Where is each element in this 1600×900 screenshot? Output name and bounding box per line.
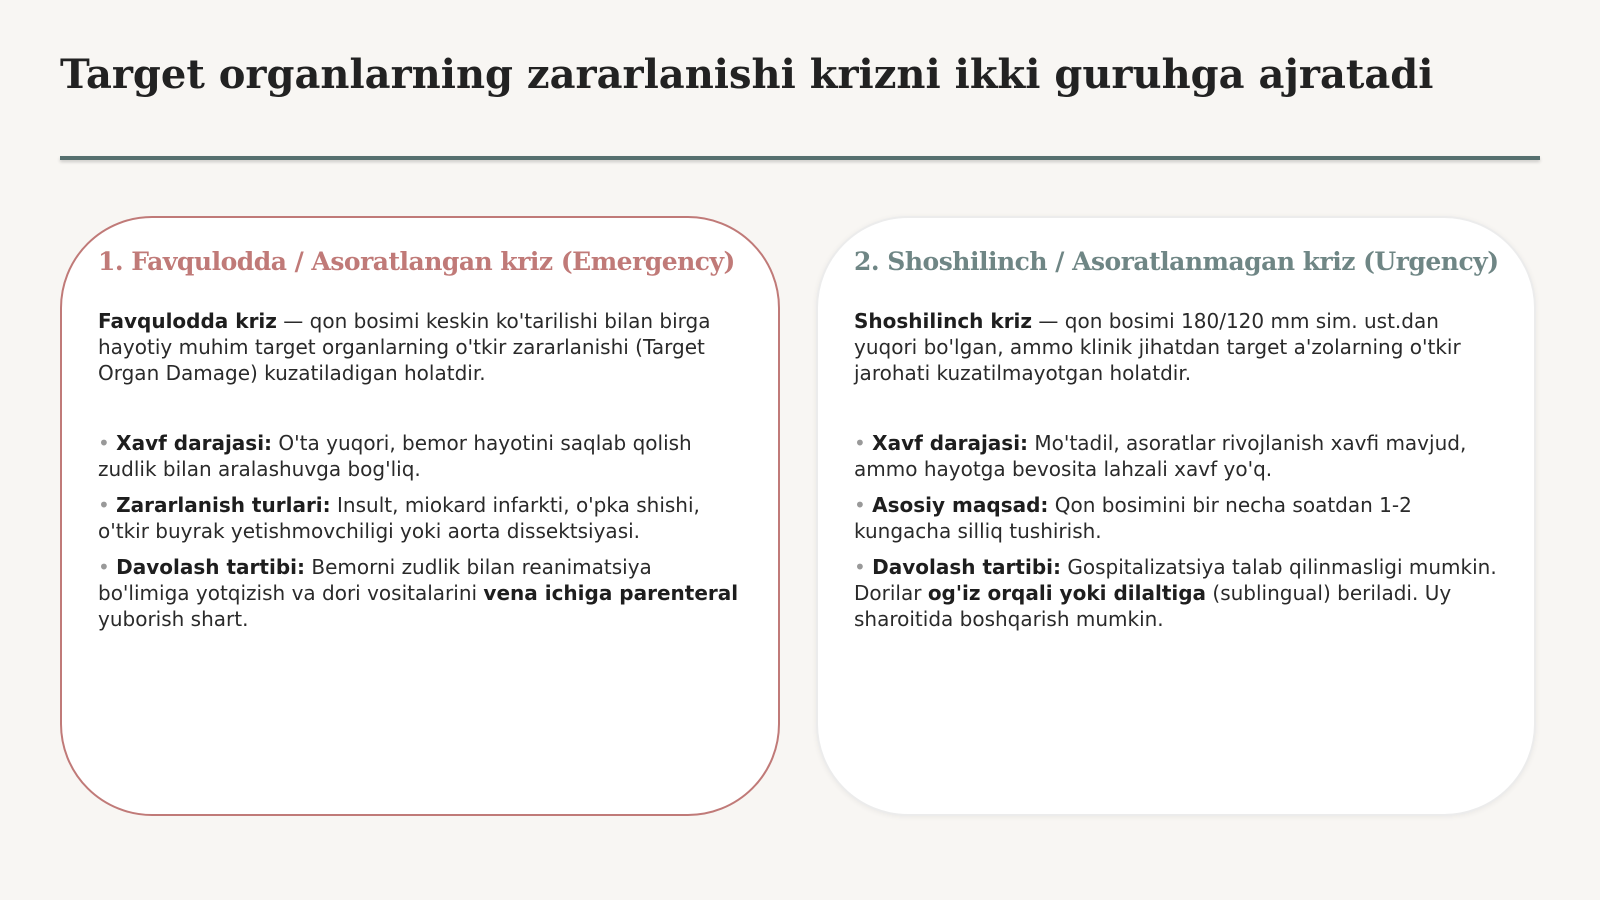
- emergency-bullet-list: [98, 430, 746, 632]
- urgency-card-heading: 2. Shoshilinch / Asoratlanmagan kriz (Urgency): [854, 247, 1499, 276]
- title-divider: [60, 156, 1540, 160]
- bullet-label: Zararlanish turlari:: [116, 493, 331, 517]
- bullet-dot: •: [98, 493, 117, 517]
- emergency-definition-text: — qon bosimi keskin ko'tarilishi bilan birga hayotiy muhim target organlarning o'tkir zararlanishi (Target Organ Damage) kuzatiladigan holatdir.: [98, 309, 711, 385]
- bullet-text: Insult, miokard infarkti, o'pka shishi, o'tkir buyrak yetishmovchiligi yoki aorta dissektsiyasi.: [98, 493, 700, 543]
- urgency-card: [816, 216, 1536, 816]
- emergency-bullet-treatment: [98, 554, 746, 632]
- bullet-label: Davolash tartibi:: [116, 555, 305, 579]
- bullet-dot: •: [854, 555, 873, 579]
- emergency-definition: [98, 308, 746, 386]
- emergency-bullet-risk: [98, 430, 746, 482]
- page-title: Target organlarning zararlanishi krizni ikki guruhga ajratadi: [60, 51, 1434, 98]
- bullet-emphasis: og'iz orqali yoki dilaltiga: [927, 581, 1207, 605]
- bullet-text: O'ta yuqori, bemor hayotini saqlab qolish zudlik bilan aralashuvga bog'liq.: [98, 431, 692, 481]
- bullet-dot: •: [98, 431, 117, 455]
- emergency-bullet-damage-types: [98, 492, 746, 544]
- bullet-text: Gospitalizatsiya talab qilinmasligi mumkin. Dorilar: [854, 555, 1497, 605]
- bullet-label: Asosiy maqsad:: [872, 493, 1049, 517]
- bullet-text: yuborish shart.: [98, 607, 249, 631]
- bullet-label: Xavf darajasi:: [872, 431, 1029, 455]
- bullet-text: Qon bosimini bir necha soatdan 1-2 kungacha silliq tushirish.: [854, 493, 1412, 543]
- urgency-definition-text: — qon bosimi 180/120 mm sim. ust.dan yuqori bo'lgan, ammo klinik jihatdan target a'zolarning o'tkir jarohati kuzatilmayotgan holatdir.: [854, 309, 1461, 385]
- bullet-dot: •: [854, 431, 873, 455]
- bullet-label: Xavf darajasi:: [116, 431, 273, 455]
- emergency-card: [60, 216, 780, 816]
- urgency-bullet-list: [854, 430, 1502, 632]
- urgency-bullet-risk: [854, 430, 1502, 482]
- emergency-card-heading: 1. Favqulodda / Asoratlangan kriz (Emergency): [98, 247, 735, 276]
- urgency-bullet-goal: [854, 492, 1502, 544]
- urgency-definition: [854, 308, 1502, 386]
- bullet-label: Davolash tartibi:: [872, 555, 1061, 579]
- bullet-emphasis: vena ichiga parenteral: [483, 581, 739, 605]
- bullet-text: (sublingual) beriladi. Uy sharoitida boshqarish mumkin.: [854, 581, 1452, 631]
- bullet-text: Mo'tadil, asoratlar rivojlanish xavfi mavjud, ammo hayotga bevosita lahzali xavf yo'q.: [854, 431, 1467, 481]
- bullet-dot: •: [854, 493, 873, 517]
- bullet-text: Bemorni zudlik bilan reanimatsiya bo'limiga yotqizish va dori vositalarini: [98, 555, 652, 605]
- urgency-definition-term: Shoshilinch kriz: [854, 309, 1033, 333]
- bullet-dot: •: [98, 555, 117, 579]
- emergency-definition-term: Favqulodda kriz: [98, 309, 277, 333]
- urgency-bullet-treatment: [854, 554, 1502, 632]
